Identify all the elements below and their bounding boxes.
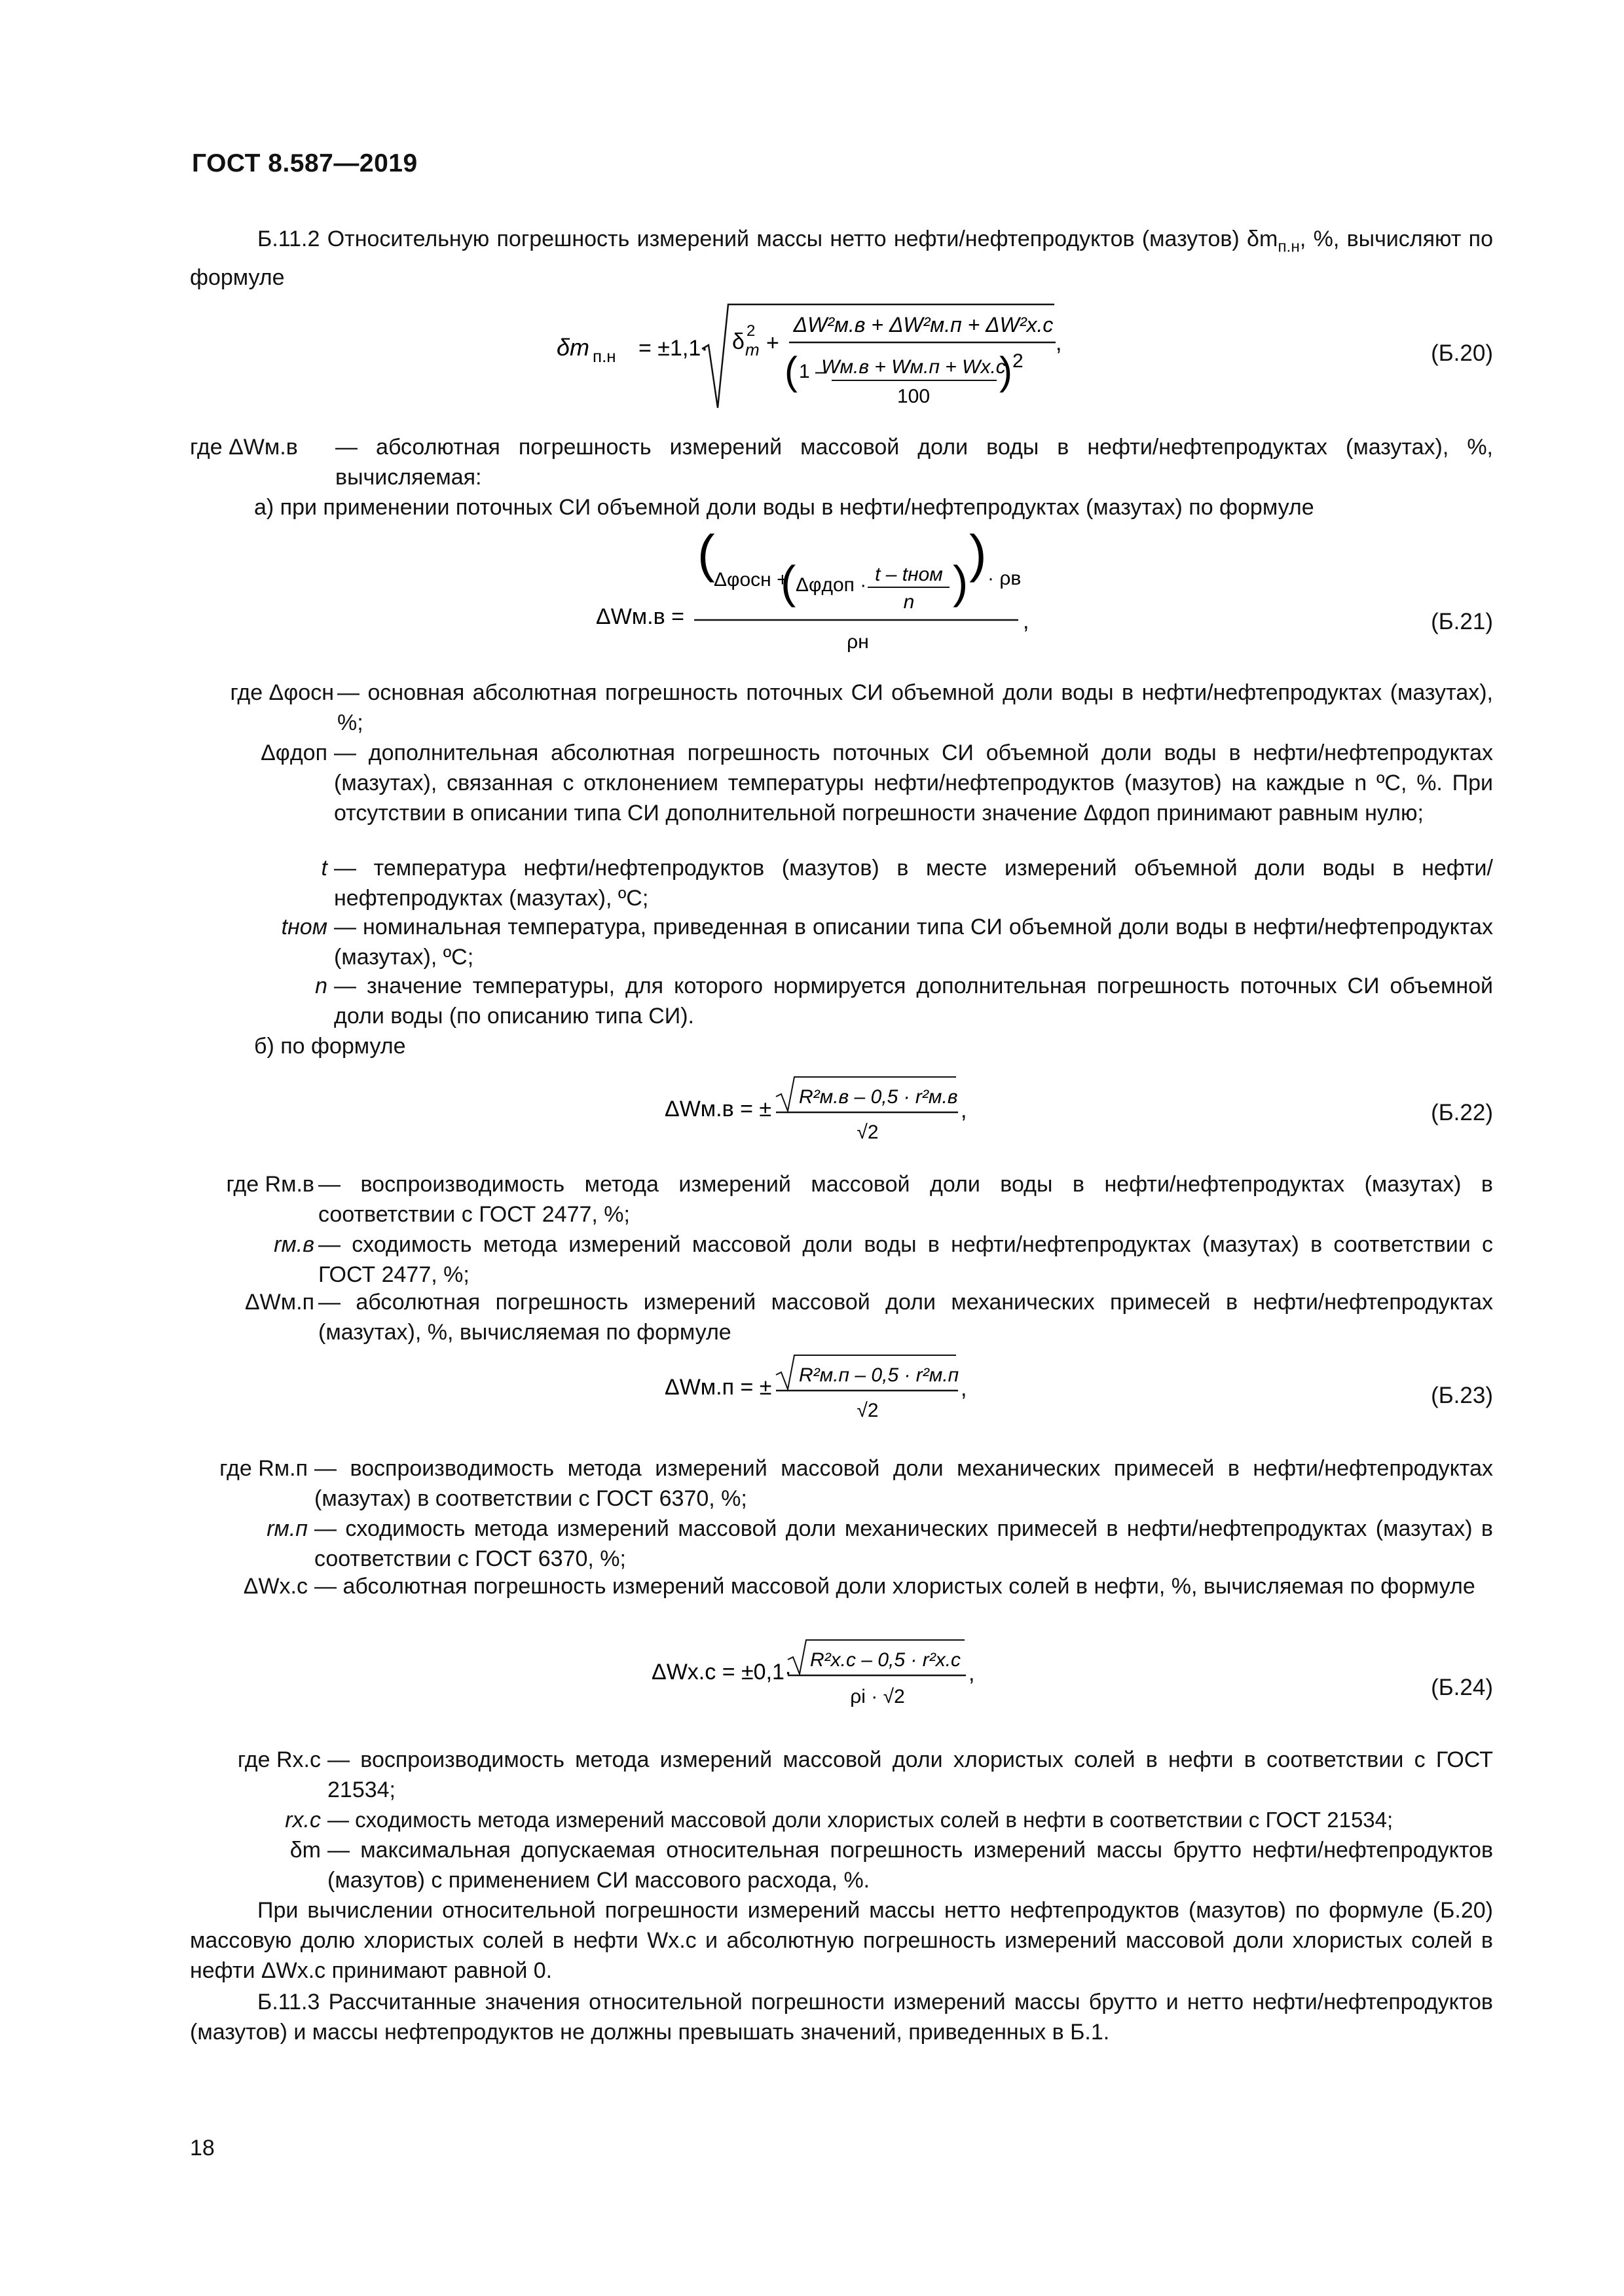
f22-den: √2 <box>857 1121 879 1143</box>
f21-rho-n: ρн <box>847 631 869 653</box>
eq-number-b20: (Б.20) <box>1431 340 1493 366</box>
f20-den-frac-den: 100 <box>896 386 931 407</box>
def-r-mp: где Rм.п — воспроизводимость метода измерений массовой доли механических примесей в нефти/нефтепродуктах (мазутах) в соответствии с ГОСТ 6370, %; <box>219 1456 1493 1511</box>
def-r-small-xs: rх.с — сходимость метода измерений массовой доли хлористых солей в нефти в соответствии с ГОСТ 21534; <box>285 1808 1393 1832</box>
f23-num: R²м.п – 0,5 · r²м.п <box>799 1364 959 1386</box>
formula-b20 <box>557 298 1146 416</box>
f20-den-left: 1 – <box>799 361 826 382</box>
f24-lhs: ΔWх.с = ±0,1· <box>652 1660 792 1685</box>
def-dwmv-text: — абсолютная погрешность измерений массовой доли воды в нефти/нефтепродуктах (мазутах), %, вычисляемая: <box>335 435 1493 490</box>
eq-number-b23: (Б.23) <box>1431 1383 1493 1408</box>
f21-t-num: t – tном <box>875 564 943 585</box>
def-dphi-dop: Δφдоп — дополнительная абсолютная погрешность поточных СИ объемной доли воды в нефти/нефтепродуктах (мазутах), связанная с отклонением температуры нефти/нефтепродуктов (мазутов) на каждые n ºC, %. При отсутствии в описании типа СИ дополнительной погрешности значение Δφдоп принимают равным нулю; <box>261 740 1493 826</box>
f21-t-den: n <box>903 591 915 613</box>
f20-lhs-sub: п.н <box>593 346 616 366</box>
eq-number-b22: (Б.22) <box>1431 1100 1493 1125</box>
f20-m-sub: m <box>745 340 760 359</box>
svg-text:): ) <box>999 349 1012 393</box>
f20-den-frac-num: Wм.в + Wм.п + Wх.с <box>821 356 1006 378</box>
formula-b24-svg <box>652 1633 992 1719</box>
f24-num: R²х.с – 0,5 · r²х.с <box>810 1649 961 1671</box>
f21-rho-v: · ρв <box>987 568 1022 589</box>
formula-b22 <box>665 1070 979 1149</box>
paragraph-b11-2-text: Б.11.2 Относительную погрешность измерений массы нетто нефти/нефтепродуктов (мазутов) δm <box>257 227 1278 251</box>
svg-text:): ) <box>969 534 987 583</box>
f21-dosn: Δφосн + <box>714 569 788 591</box>
def-dw-xs: ΔWх.с — абсолютная погрешность измерений массовой доли хлористых солей в нефти, %, вычисляемая по формуле <box>243 1574 1475 1599</box>
svg-text:,: , <box>969 1661 975 1686</box>
formula-b24 <box>652 1633 992 1719</box>
page-number: 18 <box>190 2136 215 2160</box>
f20-numerator: ΔW²м.в + ΔW²м.п + ΔW²х.с <box>793 313 1054 337</box>
formula-b21 <box>596 534 1067 665</box>
svg-text:,: , <box>961 1376 967 1401</box>
eq-number-b24: (Б.24) <box>1431 1675 1493 1700</box>
svg-text:2: 2 <box>747 322 756 340</box>
f20-lhs: δm <box>557 334 589 361</box>
f20-plus: + <box>766 331 779 355</box>
def-r-small-mv: rм.в — сходимость метода измерений массовой доли воды в нефти/нефтепродуктах (мазутах) в соответствии с ГОСТ 2477, %; <box>274 1232 1493 1287</box>
paragraph-b11-2 <box>190 224 1493 293</box>
svg-text:,: , <box>1023 609 1029 634</box>
formula-b21-svg <box>596 534 1067 665</box>
paragraph-b11-2-tail: , %, вычисляют по формуле <box>190 227 1493 290</box>
f22-lhs: ΔWм.в = ± <box>665 1097 772 1121</box>
formula-b23-svg <box>665 1349 979 1427</box>
f22-num: R²м.в – 0,5 · r²м.в <box>799 1086 958 1108</box>
f20-coef: = ±1,1· <box>638 336 709 361</box>
def-dphi-osn: где Δφосн — основная абсолютная погрешность поточных СИ объемной доли воды в нефти/нефтепродуктах (мазутах), %; <box>230 680 1494 735</box>
formula-b20-svg <box>557 298 1146 422</box>
f23-den: √2 <box>857 1400 879 1421</box>
paragraph-b11-2-sub: п.н <box>1278 238 1300 256</box>
formula-b22-svg <box>665 1070 979 1149</box>
item-b: б) по формуле <box>254 1034 406 1059</box>
def-dw-mp: ΔWм.п — абсолютная погрешность измерений массовой доли механических примесей в нефти/нефтепродуктах (мазутах), %, вычисляемая по формуле <box>244 1290 1493 1345</box>
def-r-small-mp: rм.п — сходимость метода измерений массовой доли механических примесей в нефти/нефтепродуктах (мазутах) в соответствии с ГОСТ 6370, %; <box>267 1516 1493 1571</box>
def-delta-m: δm — максимальная допускаемая относительная погрешность измерений массы брутто нефти/нефтепродуктов (мазутов) с применением СИ массового расхода, %. <box>289 1838 1493 1893</box>
standard-header: ГОСТ 8.587—2019 <box>192 149 418 177</box>
def-t: t — температура нефти/нефтепродуктов (мазутов) в месте измерений объемной доли воды в нефти/нефтепродуктах (мазутах), ºC; <box>321 856 1493 911</box>
svg-text:,: , <box>961 1098 967 1123</box>
svg-text:(: ( <box>784 349 798 393</box>
eq-number-b21: (Б.21) <box>1431 609 1493 634</box>
def-n: n — значение температуры, для которого нормируется дополнительная погрешность поточных СИ объемной доли воды (по описанию типа СИ). <box>315 974 1493 1029</box>
svg-text:(: ( <box>697 534 715 583</box>
svg-text:): ) <box>953 556 969 608</box>
paragraph-b11-3: Б.11.3 Рассчитанные значения относительной погрешности измерений массы брутто и нетто нефти/нефтепродуктов (мазутов) и массы нефтепродуктов не должны превышать значений, приведенных в Б.1. <box>190 1990 1493 2045</box>
f23-lhs: ΔWм.п = ± <box>665 1375 772 1400</box>
formula-b23 <box>665 1349 979 1427</box>
definition-dwmv <box>190 432 1493 492</box>
svg-text:,: , <box>1056 331 1062 355</box>
f20-delta: δ <box>732 329 745 354</box>
f20-pow: 2 <box>1012 350 1024 372</box>
def-dwmv-term: где ΔWм.в <box>190 435 298 460</box>
f21-lhs: ΔWм.в = <box>596 604 684 629</box>
paragraph-note: При вычислении относительной погрешности измерений массы нетто нефтепродуктов (мазутов) по формуле (Б.20) массовую долю хлористых солей в нефти Wх.с и абсолютную погрешность измерений массовой доли хлористых солей в нефти ΔWх.с принимают равной 0. <box>190 1898 1493 1983</box>
item-a: а) при применении поточных СИ объемной доли воды в нефти/нефтепродуктах (мазутах) по формуле <box>254 495 1314 520</box>
def-r-xs: где Rх.с — воспроизводимость метода измерений массовой доли хлористых солей в нефти в соответствии с ГОСТ 21534; <box>237 1747 1493 1802</box>
svg-text:(: ( <box>781 556 796 608</box>
f21-ddop: Δφдоп · <box>796 574 867 596</box>
def-r-mv: где Rм.в — воспроизводимость метода измерений массовой доли воды в нефти/нефтепродуктах (мазутах) в соответствии с ГОСТ 2477, %; <box>226 1172 1493 1227</box>
f24-den: ρi · √2 <box>850 1686 905 1707</box>
def-t-nom: tном — номинальная температура, приведенная в описании типа СИ объемной доли воды в нефти/нефтепродуктах (мазутах), ºC; <box>281 915 1493 970</box>
